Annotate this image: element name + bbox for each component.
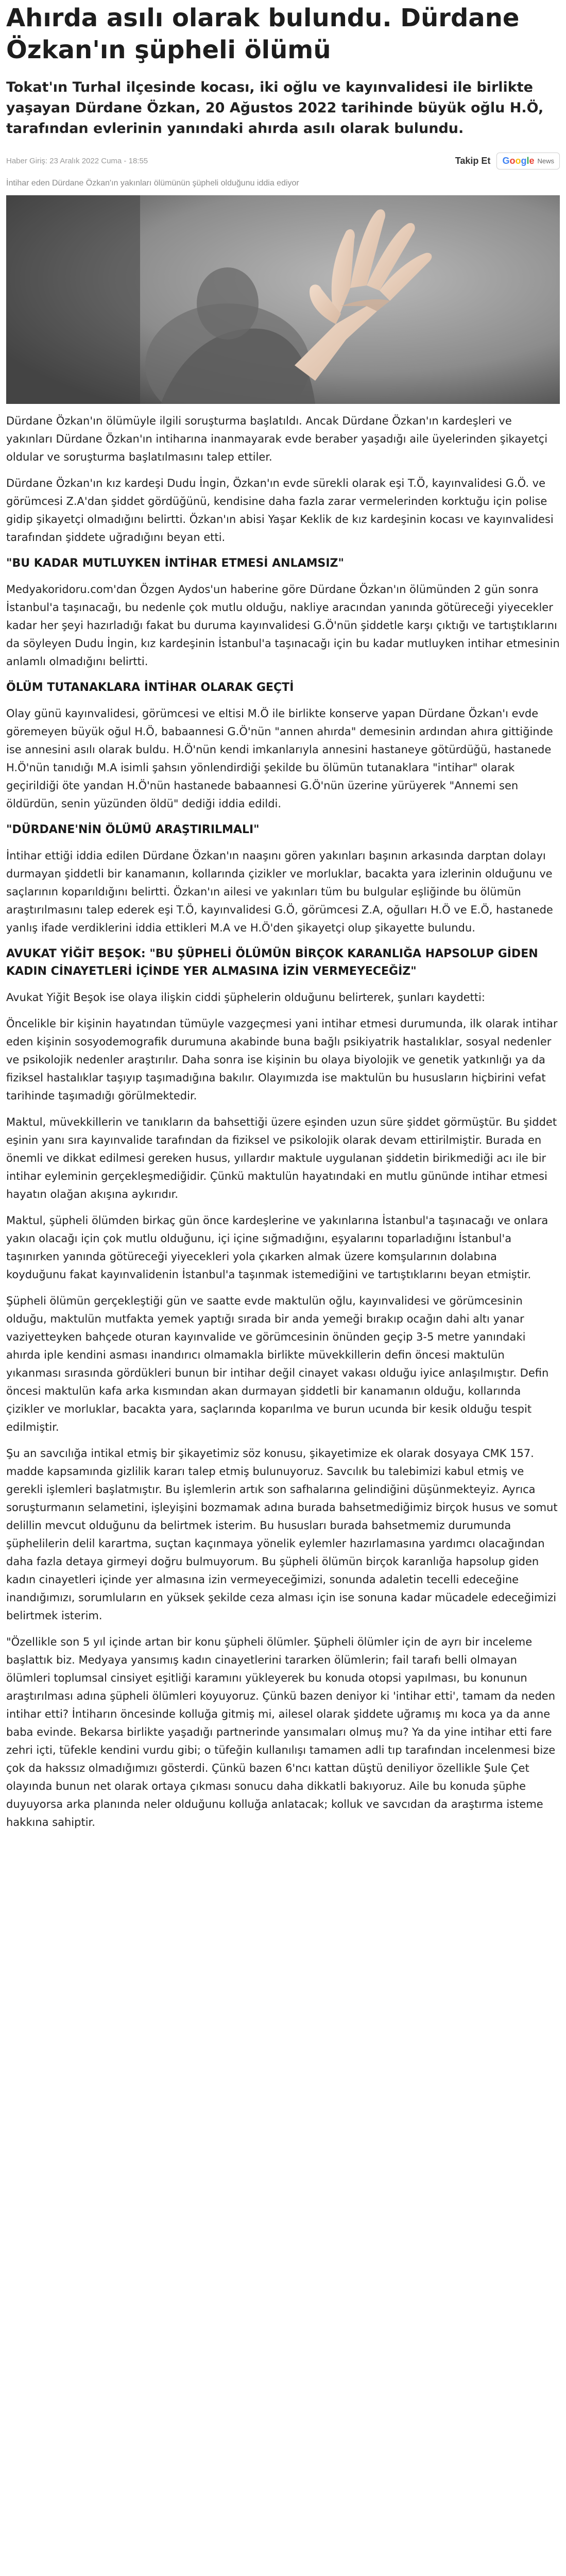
image-caption: İntihar eden Dürdane Özkan'ın yakınları ölümünün şüpheli olduğunu iddia ediyor (6, 179, 299, 188)
paragraph: Medyakoridoru.com'dan Özgen Aydos'un haberine göre Dürdane Özkan'ın ölümünden 2 gün sonra İstanbul'a taşınacağı, bu nedenle çok mutlu olduğu, nakliye aracından yanında götüreceği yiyecekler kadar her şeyi hazırladığı fakat bu duruma kayınvalidesi G.Ö'nün şiddetle karşı çıktığı ve tartıştıklarını da söyleyen Dudu İngin, kız kardeşinin İstanbul'a taşınacağı için bu kadar mutluyken intihar etmesinin anlamlı olmadığını belirtti. (6, 583, 560, 668)
paragraph: Öncelikle bir kişinin hayatından tümüyle vazgeçmesi yani intihar etmesi durumunda, ilk olarak intihar eden kişinin sosyodemografik durumuna akabinde buna bağlı psikiyatrik hastalıklar, sosyal nedenler ve psikolojik nedenler araştırılır. Daha sonra ise kişinin bu olaya biyolojik ve genetik yatkınlığı ya da fiziksel hastalıklar taşıyıp taşımadığına bakılır. Olayımızda ise maktulün bu hususların hiçbirini vefat tarihinde taşımadığı görülmektedir. (6, 1018, 558, 1102)
paragraph: Dürdane Özkan'ın kız kardeşi Dudu İngin, Özkan'ın evde sürekli olarak eşi T.Ö, kayınvalidesi G.Ö. ve görümcesi Z.A'dan şiddet gördüğünü, kendisine daha fazla zarar vermelerinden korktuğu için polise gidip şikayetçi olmadığını belirtti. Özkan'ın abisi Yaşar Keklik de kız kardeşinin kocası ve kayınvalidesi tarafından şiddete uğradığını beyan etti. (6, 477, 554, 544)
paragraph: İntihar ettiği iddia edilen Dürdane Özkan'ın naaşını gören yakınları başının arkasında darptan dolayı durmayan şiddetli bir kanamanın, kollarında çizikler ve morluklar, bacakta yara izlerinin olduğunu ve saçlarının koparıldığını belirtti. Özkan'ın ailesi ve yakınları tüm bu bulgular eşliğinde bu ölümün araştırılmasını talep ederek eşi T.Ö, kayınvalidesi G.Ö, görümcesi Z.A, oğulları H.Ö ve E.Ö, hastanede yanlış ifade verdiklerini iddia ettikleri M.A ve H.Ö'den şikayetçi olup şikayette bulundu. (6, 850, 553, 934)
section-heading: AVUKAT YİĞİT BEŞOK: "BU ŞÜPHELİ ÖLÜMÜN BİRÇOK KARANLIĞA HAPSOLUP GİDEN KADIN CİNAYETLERİ İÇİNDE YER ALMASINA İZİN VERMEYECEĞİZ" (6, 947, 538, 978)
hero-photo-illustration (6, 195, 560, 404)
section-heading: "BU KADAR MUTLUYKEN İNTİHAR ETMESİ ANLAMSIZ" (6, 557, 344, 570)
paragraph: Maktul, şüpheli ölümden birkaç gün önce kardeşlerine ve yakınlarına İstanbul'a taşınacağı ve onlara yakın olacağı için çok mutlu olduğunu, içi içine sığmadığını, eşyalarını toparladığını İstanbul'a taşınırken yanında götüreceği yiyecekleri yola çıkarken almak üzere komşularının dolabına koyduğunu fakat kayınvalidenin İstanbul'a taşınmak istemediğini ve tartıştıklarını beyan etmiştir. (6, 1214, 548, 1281)
paragraph: Maktul, müvekkillerin ve tanıkların da bahsettiği üzere eşinden uzun süre şiddet görmüştür. Bu şiddet eşinin yanı sıra kayınvalide tarafından da fiziksel ve psikolojik olarak devam ettirilmiştir. Burada en önemli ve dikkat edilmesi gereken husus, yıllardır maktule uygulanan şiddetin birikmediği acı ile bir intihar eyleminin gerçekleşmediğidir. Çünkü maktulün hayatındaki en mutlu gününde intihar etmesi hayatın olağan akışına aykırıdır. (6, 1116, 557, 1200)
paragraph: "Özellikle son 5 yıl içinde artan bir konu şüpheli ölümler. Şüpheli ölümler için de ayrı bir inceleme başlattık biz. Medyaya yansımış kadın cinayetlerini tararken ölümlerin; fail tarafı belli olmayan ölümleri toplumsal cinsiyet eşitliği karamını yükleyerek bu konuda otopsi yapılması, bu konunun araştırılması adına şüpheli ölümleri koyuyoruz. Çünkü bazen deniyor ki 'intihar etti', tamam da neden intihar etti? İntiharın öncesinde kolluğa gitmiş mi, ailesel olarak şiddete uğramış mı koca ya da anne baba evinde. Bekarsa birlikte yaşadığı partnerinde yansımaları olmuş mu? Ya da yine intihar etti fare zehri içti, tüfekle kendini vurdu gibi; o tüfeğin kullanılışı tamamen adli tıp tarafından incelenmesi bize çok da hakssız olmadığımızı gösterdi. Çünkü bazen 6'ncı kattan düştü deniliyor özellikle Şule Çet olayında bunun net olarak ortaya çıkması sonucu daha dikkatli bakıyoruz. Aile bu konuda şüphe duyuyorsa arka planında neler olduğunu kolluğa anlatacak; kolluk ve savcıdan da araştırma isteme hakkına sahiptir. (6, 1636, 556, 1828)
follow-label: Takip Et (455, 156, 491, 166)
article-title: Ahırda asılı olarak bulundu. Dürdane Özkan'ın şüpheli ölümü (6, 4, 520, 64)
article-summary: Tokat'ın Turhal ilçesinde kocası, iki oğlu ve kayınvalidesi ile birlikte yaşayan Dürdane Özkan, 20 Ağustos 2022 tarihinde büyük oğlu H.Ö, tarafından evlerinin yanındaki ahırda asılı olarak bulundu. (6, 79, 544, 137)
paragraph: Avukat Yiğit Beşok ise olaya ilişkin ciddi şüphelerin olduğunu belirterek, şunları kaydetti: (6, 991, 485, 1004)
publish-date: Haber Giriş: 23 Aralık 2022 Cuma - 18:55 (6, 157, 148, 165)
hero-image (6, 195, 560, 404)
section-heading: "DÜRDANE'NİN ÖLÜMÜ ARAŞTIRILMALI" (6, 823, 260, 836)
section-heading: ÖLÜM TUTANAKLARA İNTİHAR OLARAK GEÇTİ (6, 681, 294, 694)
google-logo: Google (502, 156, 535, 166)
follow-section (455, 152, 560, 170)
google-news-button[interactable] (496, 152, 560, 170)
meta-row (6, 152, 560, 170)
paragraph: Şu an savcılığa intikal etmiş bir şikayetimiz söz konusu, şikayetimize ek olarak dosyaya CMK 157. madde kapsamında gizlilik kararı talep etmiş bulunuyoruz. Savcılık bu talebimizi kabul etmiş ve gerekli işlemleri başlatmıştır. Bu işlemlerin artık son safhalarına gelindiğini düşünmekteyiz. Ayrıca soruşturmanın selametini, işleyişini bozmamak adına burada bahsetmediğimiz birçok husus ve somut delillin mevcut olduğunu da belirtmek isterim. Bu hususları burada bahsetmemiz durumunda şüphelilerin delil karartma, suçtan kaçınmaya yönelik eylemler hazırlamasına yardımcı olacağından daha fazla detaya girmeyi doğru bulmuyorum. Bu şüpheli ölümün birçok karanlığa hapsolup giden kadın cinayetleri içinde yer almasına izin vermeyeceğimizi, sonunda adaletin tecelli edeceğine inandığımızı, sorumluların en yüksek şekilde ceza alması için ise sonuna kadar mücadele edeceğimizi belirtmek isterim. (6, 1447, 558, 1622)
paragraph: Dürdane Özkan'ın ölümüyle ilgili soruşturma başlatıldı. Ancak Dürdane Özkan'ın kardeşleri ve yakınları Dürdane Özkan'ın intiharına inanmayarak evde beraber yaşadığı aile üyelerinden şikayetçi oldular ve soruşturma başlatılmasını talep ettiler. (6, 415, 548, 463)
google-news-label: News (537, 157, 554, 165)
paragraph: Olay günü kayınvalidesi, görümcesi ve eltisi M.Ö ile birlikte konserve yapan Dürdane Özkan'ı evde göremeyen büyük oğul H.Ö, babaannesi G.Ö'nün "annen ahırda" demesinin ardından ahıra gittiğinde ise annesini asılı olarak buldu. H.Ö'nün kendi imkanlarıyla annesini hastaneye götürdüğü, hastanede H.Ö'nün tanıdığı M.A isimli şahsın yönlendirdiği şekilde bu ölümün tutanaklara "intihar" olarak geçirildiği öte yandan H.Ö'nün hastanede babaannesi G.Ö'nün üzerine yürüyerek "Annemi sen öldürdün, senin yüzünden öldü" dediği iddia edildi. (6, 707, 553, 810)
paragraph: Şüpheli ölümün gerçekleştiği gün ve saatte evde maktulün oğlu, kayınvalidesi ve görümcesinin olduğu, maktulün mutfakta yemek yaptığı sırada bir anda yemeği bırakıp ocağın dahi altı yanar vaziyetteyken bahçede oturan kayınvalide ve görümcesinin önünden geçip 3-5 metre yanındaki ahırda iple kendini asması inandırıcı olmamakla birlikte müvekkillerin defin öncesi maktulün yıkanması sırasında gördükleri bunun bir intihar değil cinayet vakası olduğu iyice anlaşılmıştır. Defin öncesi maktulün kafa arka kısmından akan durmayan şiddetli bir kanamanın olduğu, kollarında çizikler ve morluklar, bacakta yara, saçlarında koparılma ve burun ucunda bir kesik olduğu tespit edilmiştir. (6, 1295, 549, 1433)
